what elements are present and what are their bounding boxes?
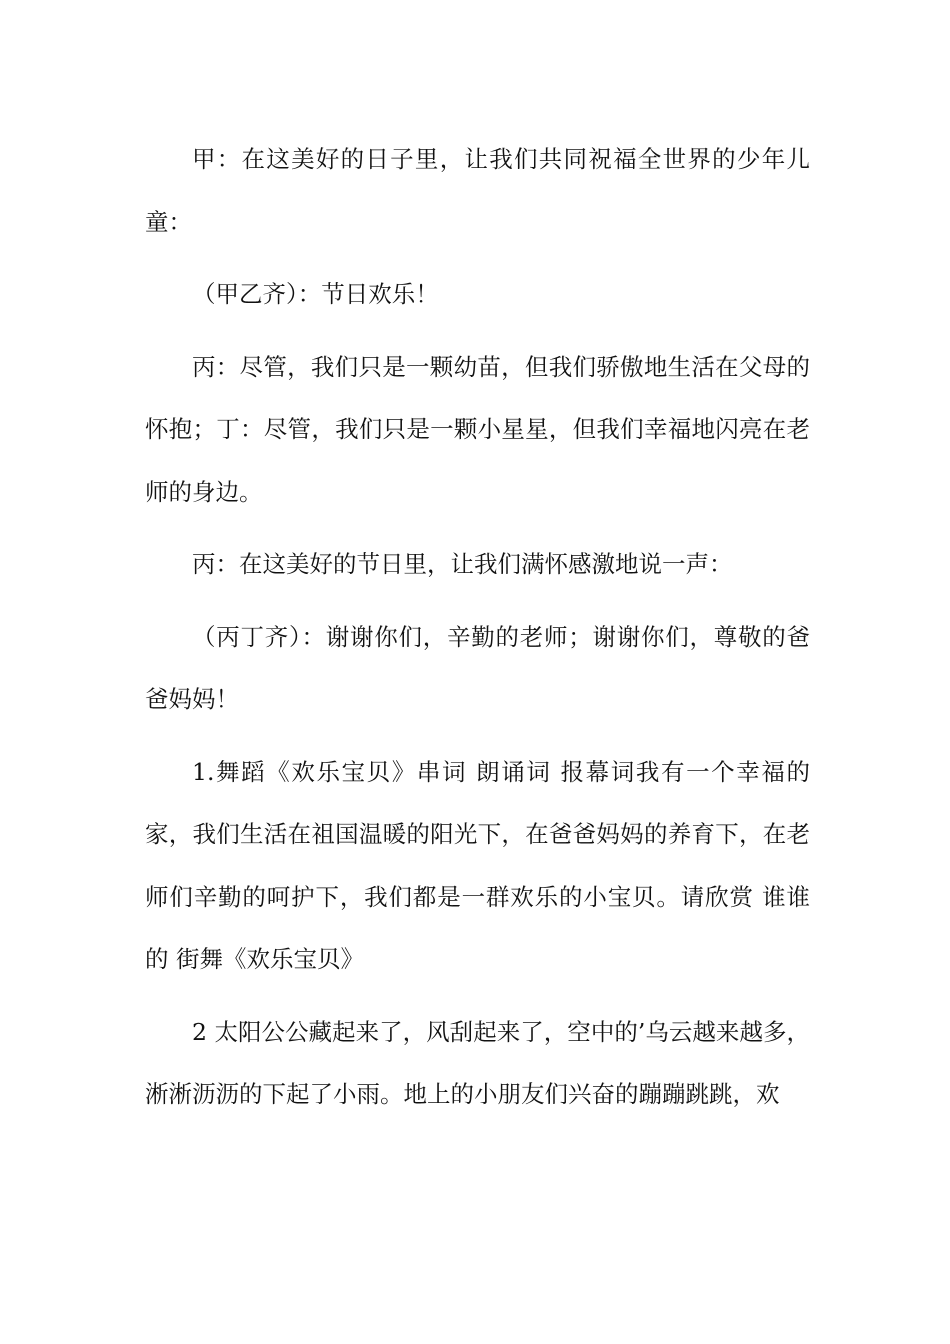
document-body [145,128,810,1136]
paragraph-1: 甲：在这美好的日子里，让我们共同祝福全世界的少年儿童： [145,145,810,236]
paragraph-7: 2 太阳公公藏起来了，风刮起来了，空中的’乌云越来越多，淅淅沥沥的下起了小雨。地上的小朋友们兴奋的蹦蹦跳跳，欢 [145,1017,810,1108]
paragraph-5: （丙丁齐）：谢谢你们，辛勤的老师；谢谢你们，尊敬的爸爸妈妈！ [145,622,810,713]
paragraph-2: （甲乙齐）：节日欢乐！ [192,280,439,308]
paragraph-3: 丙：尽管，我们只是一颗幼苗，但我们骄傲地生活在父母的怀抱；丁：尽管，我们只是一颗小星星，但我们幸福地闪亮在老师的身边。 [145,352,810,506]
paragraph-4: 丙：在这美好的节日里，让我们满怀感激地说一声： [192,550,733,578]
paragraph-6: 1.舞蹈《欢乐宝贝》串词 朗诵词 报幕词我有一个幸福的家，我们生活在祖国温暖的阳光下，在爸爸妈妈的养育下，在老师们辛勤的呵护下，我们都是一群欢乐的小宝贝。请欣赏 谁谁的 街舞《欢乐宝贝》 [145,757,810,973]
